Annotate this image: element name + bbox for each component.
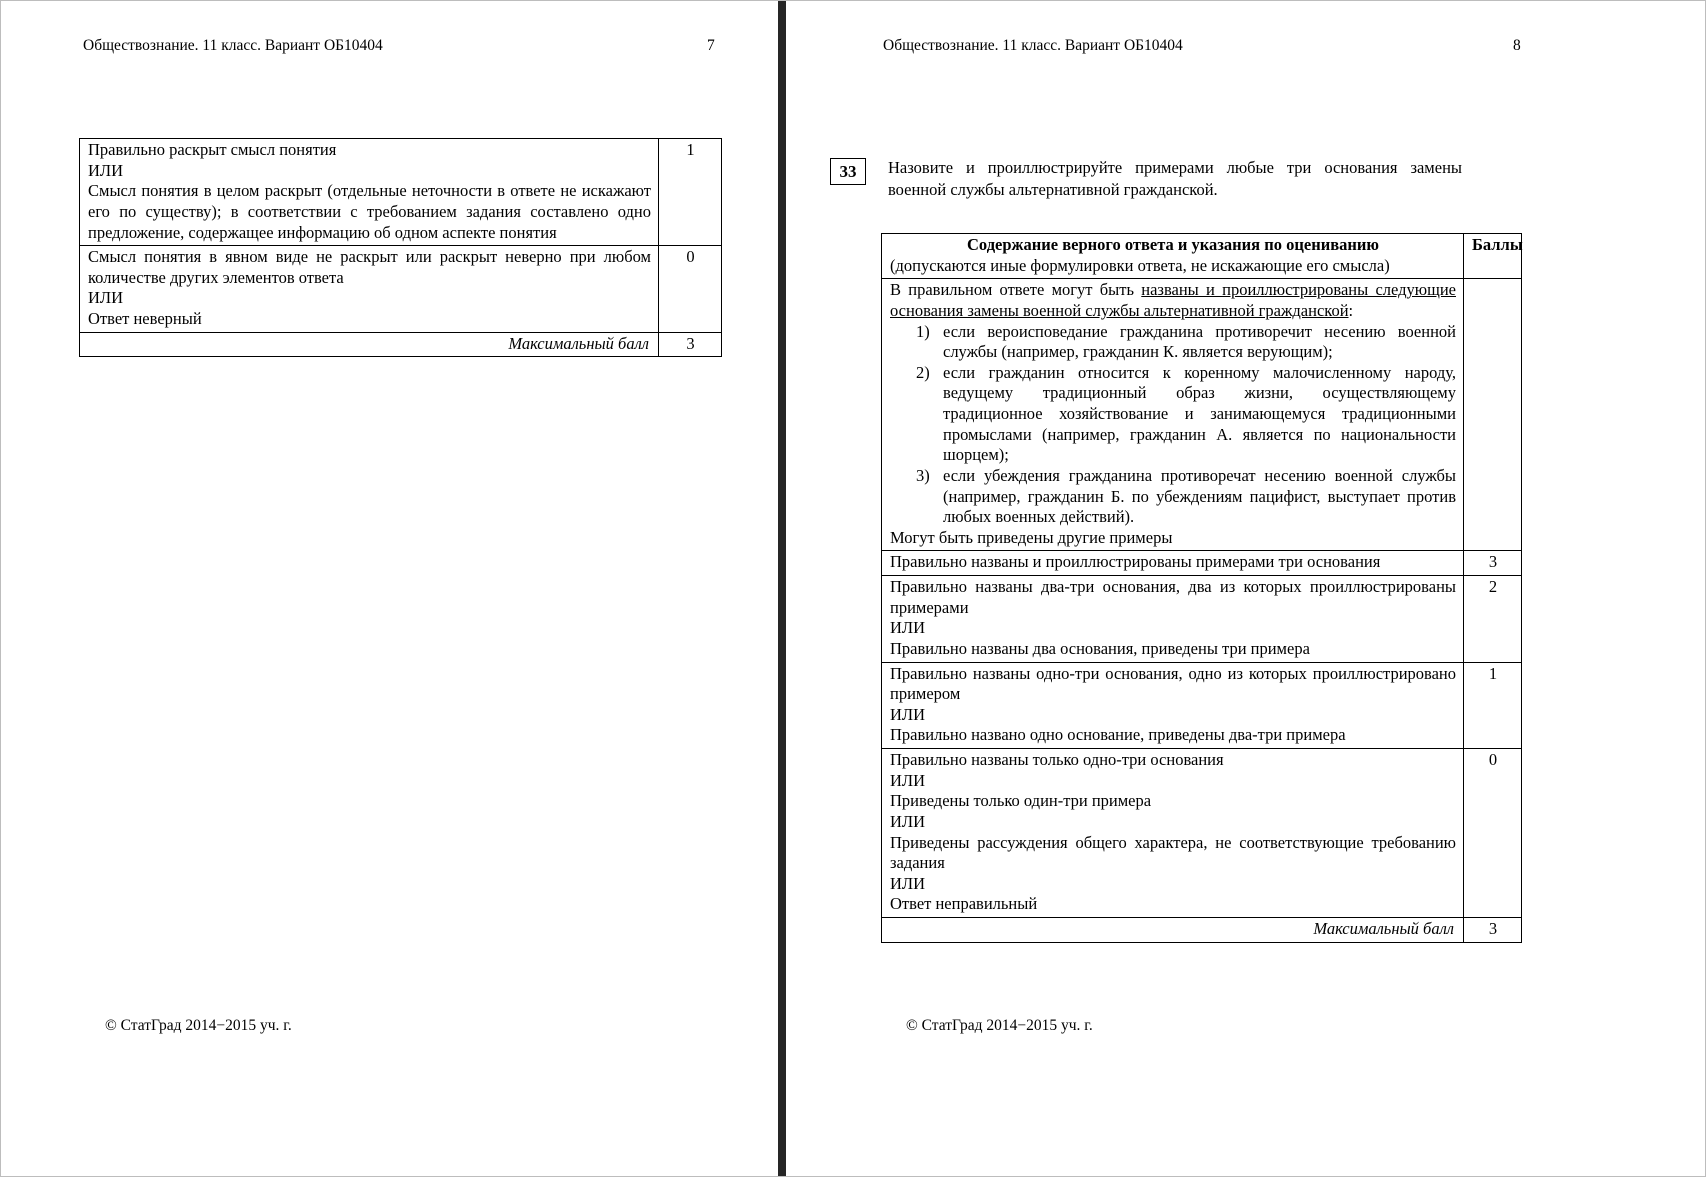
criteria-line: Правильно раскрыт смысл понятия (88, 140, 337, 159)
criteria-cell (882, 749, 1464, 918)
criteria-cell (882, 576, 1464, 663)
scoring-table-right-wrap (881, 233, 1521, 943)
question-number-box: 33 (830, 158, 866, 185)
criteria-cell (80, 139, 659, 246)
table-row-max-score (882, 918, 1522, 943)
criteria-line: Приведены только один-три примера (890, 791, 1152, 811)
score-cell: 0 (659, 246, 722, 333)
criteria-line: Правильно названы два основания, приведены три примера (890, 638, 1310, 658)
table-header-subtitle: (допускаются иные формулировки ответа, не искажающие его смысла) (890, 255, 1390, 275)
criteria-line: Смысл понятия в целом раскрыт (отдельные неточности в ответе не искажают его по существу); в соответствии с требованием задания составлено одно предложение, содержащее информацию об одном аспекте понятия (88, 181, 651, 242)
criteria-line: Правильно названы только одно-три основания (890, 750, 1224, 769)
answer-intro-prefix: В правильном ответе могут быть (890, 280, 1142, 300)
table-header-title: Содержание верного ответа и указания по оцениванию (967, 235, 1379, 254)
table-row (882, 662, 1522, 749)
criteria-line: ИЛИ (88, 288, 124, 308)
scoring-table-left (79, 138, 722, 357)
page-footer: © СтатГрад 2014−2015 уч. г. (105, 1017, 292, 1034)
answer-list-item (890, 322, 1456, 363)
criteria-line: ИЛИ (890, 811, 926, 831)
list-item-text: если вероисповедание гражданина противоречит несению военной службы (например, гражданин К. является верующим); (943, 321, 1456, 362)
table-row (882, 551, 1522, 576)
score-cell-empty (1464, 279, 1522, 551)
table-row-max-score (80, 332, 722, 357)
answer-outro: Могут быть приведены другие примеры (890, 527, 1173, 547)
table-row-answer (882, 279, 1522, 551)
score-cell: 0 (1464, 749, 1522, 918)
criteria-line: Правильно названы и проиллюстрированы примерами три основания (890, 552, 1381, 572)
scoring-table-right (881, 233, 1522, 943)
page-7 (1, 1, 778, 1176)
page-header-title: Обществознание. 11 класс. Вариант ОБ10404 (883, 37, 1183, 54)
table-row (80, 246, 722, 333)
criteria-line: Ответ неправильный (890, 894, 1038, 914)
answer-intro-suffix: : (1348, 300, 1354, 320)
criteria-cell (80, 246, 659, 333)
page-divider (778, 1, 786, 1176)
answer-content-cell (882, 279, 1464, 551)
page-header-title: Обществознание. 11 класс. Вариант ОБ10404 (83, 37, 383, 54)
score-column-header: Баллы (1464, 234, 1522, 279)
criteria-line: ИЛИ (890, 618, 926, 638)
list-marker: 2) (916, 362, 930, 382)
list-marker: 3) (916, 465, 930, 485)
page-number: 8 (1513, 37, 1521, 54)
table-row (882, 576, 1522, 663)
criteria-line: Правильно названо одно основание, приведены два-три примера (890, 725, 1346, 745)
criteria-line: Правильно названы два-три основания, два из которых проиллюстрированы примерами (890, 577, 1456, 617)
criteria-line: Правильно названы одно-три основания, одно из которых проиллюстрировано примером (890, 663, 1456, 704)
max-score-value: 3 (1464, 918, 1522, 943)
table-row (80, 139, 722, 246)
answer-list-item (890, 466, 1456, 528)
criteria-line: ИЛИ (890, 770, 926, 790)
answer-intro-underlined: названы и проиллюстрированы следующие основания замены военной службы альтернативной гражданской (890, 280, 1456, 320)
answer-list-item (890, 363, 1456, 466)
table-header-row (882, 234, 1522, 279)
criteria-cell (882, 551, 1464, 576)
answer-intro (890, 280, 1456, 321)
criteria-line: ИЛИ (890, 704, 926, 724)
score-cell: 3 (1464, 551, 1522, 576)
criteria-line: ИЛИ (88, 160, 124, 180)
list-marker: 1) (916, 321, 930, 341)
score-cell: 2 (1464, 576, 1522, 663)
max-score-label: Максимальный балл (882, 918, 1464, 943)
page-number: 7 (707, 37, 715, 54)
criteria-line: Смысл понятия в явном виде не раскрыт или раскрыт неверно при любом количестве других элементов ответа (88, 247, 651, 287)
criteria-cell (882, 662, 1464, 749)
score-cell: 1 (1464, 662, 1522, 749)
page-footer: © СтатГрад 2014−2015 уч. г. (906, 1017, 1093, 1034)
list-item-text: если убеждения гражданина противоречат несению военной службы (например, гражданин Б. по убеждениям пацифист, выступает против любых военных действий). (943, 465, 1456, 527)
table-header-cell (882, 234, 1464, 279)
max-score-label: Максимальный балл (80, 332, 659, 357)
score-cell: 1 (659, 139, 722, 246)
table-row (882, 749, 1522, 918)
criteria-line: ИЛИ (890, 873, 926, 893)
max-score-value: 3 (659, 332, 722, 357)
criteria-line: Ответ неверный (88, 309, 202, 328)
scoring-table-left-wrap (79, 138, 721, 357)
question-text: Назовите и проиллюстрируйте примерами любые три основания замены военной службы альтернативной гражданской. (888, 158, 1462, 199)
criteria-line: Приведены рассуждения общего характера, не соответствующие требованию задания (890, 832, 1456, 873)
list-item-text: если гражданин относится к коренному малочисленному народу, ведущему традиционный образ жизни, осуществляющему традиционное хозяйствование и занимающемуся традиционными промыслами (например, гражданин А. является по национальности шорцем); (943, 362, 1456, 465)
page-8 (786, 1, 1706, 1176)
